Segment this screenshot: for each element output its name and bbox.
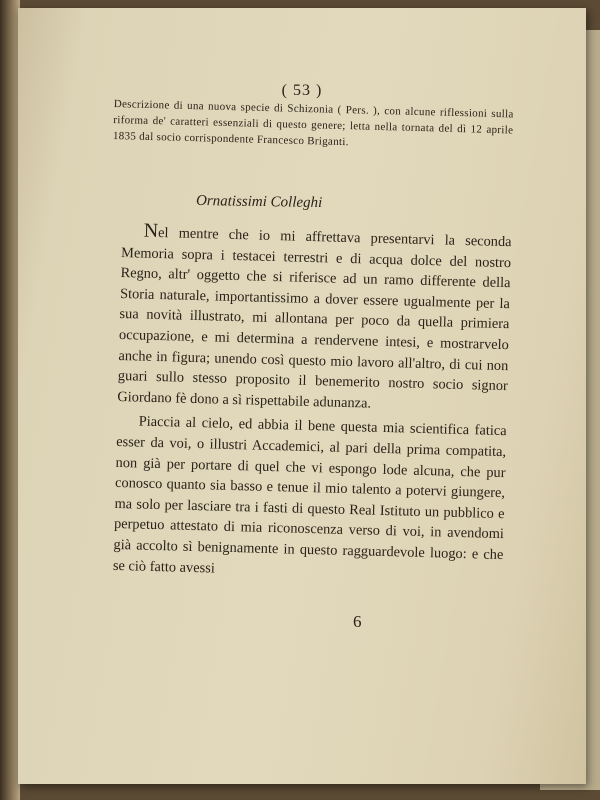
paragraph: Nel mentre che io mi affrettava presentarvi la seconda Memoria sopra i testacei terrestri e di acqua dolce del nostro Regno, altr' oggetto che si riferisce ad un ramo differente della Storia naturale, importantissimo a dover essere ugualmente per la sua novità illustrato, mi allontana per poco da quella primiera occupazione, e mi determina a rendervene intesi, e mostrarvelo anche in figura; unendo così questo mio lavoro all'altro, di cui non guari sullo stesso proposito il benemerito nostro socio signor Giordano fè dono a sì rispettabile adunanza. <box>117 219 512 412</box>
book-gutter <box>0 0 20 800</box>
paragraph: Piaccia al cielo, ed abbia il bene questa mia scientifica fatica esser da voi, o illustri Accademici, al pari della prima compatita, non già per portare di quel che vi espongo lode alcuna, che pur conosco quanto sia basso e tenue il mio talento a potervi giungere, ma solo per lasciare tra i fasti di questo Real Istituto un pubblico e perpetuo attestato di mia riconoscenza verso di voi, in avendomi già accolto sì benignamente in questo ragguardevole luogo: e che se ciò fatto avessi <box>112 413 507 577</box>
book-page <box>18 8 586 784</box>
body-text <box>113 220 512 590</box>
salutation: Ornatissimi Colleghi <box>195 192 323 212</box>
signature-mark: 6 <box>353 612 362 631</box>
article-heading: Descrizione di una nuova specie di Schizonia ( Pers. ), con alcune riflessioni sulla riforma de' caratteri essenziali di questo genere; letta nella tornata del dì 12 aprile 1835 dal socio corrispondente Francesco Briganti. <box>112 97 514 149</box>
page-number: ( 53 ) <box>281 82 323 99</box>
